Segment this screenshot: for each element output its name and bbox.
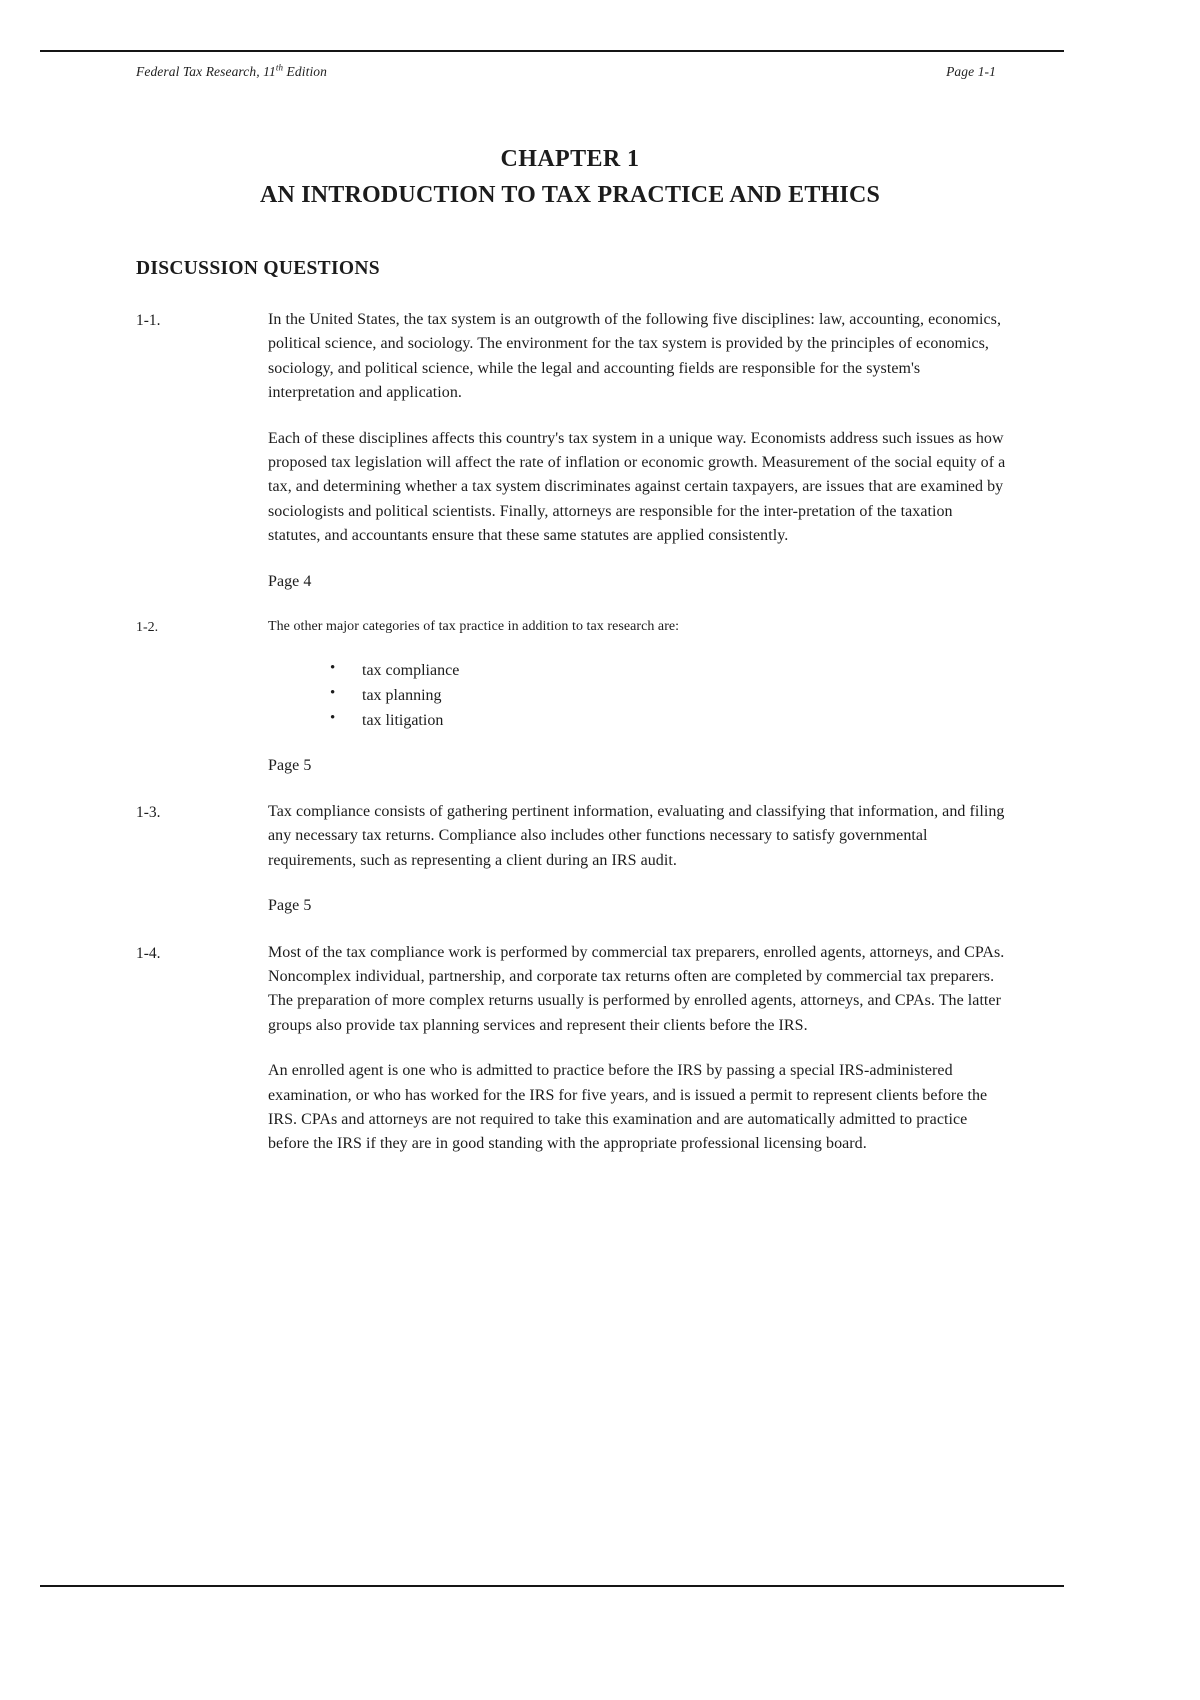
bullet-icon: •	[330, 710, 336, 727]
header-divider-rule	[40, 50, 1064, 52]
list-item-label: tax compliance	[362, 661, 460, 679]
question-item	[136, 616, 1008, 778]
question-number: 1-2.	[136, 619, 159, 635]
list-item	[330, 683, 1008, 708]
question-item	[136, 941, 1008, 1157]
question-item	[136, 308, 1008, 594]
answer-bullet-list	[268, 658, 1008, 734]
question-number: 1-4.	[136, 944, 161, 962]
page-reference: Page 5	[268, 897, 312, 915]
page-reference: Page 4	[268, 572, 312, 590]
list-item	[330, 658, 1008, 683]
bullet-icon: •	[330, 659, 336, 676]
list-item-label: tax litigation	[362, 712, 444, 730]
discussion-questions-list	[136, 308, 1008, 1179]
answer-paragraph: Each of these disciplines affects this country's tax system in a unique way. Economists address such issues as how proposed tax legislation will affect the rate of inflation or economic growth. Measurement of the social equity of a tax, and determining whether a tax system discriminates against certain taxpayers, are issues that are examined by sociologists and political scientists. Finally, attorneys are responsible for the inter-pretation of the taxation statutes, and accountants ensure that these same statutes are applied consistently.	[268, 429, 1006, 545]
book-title-ordinal-suffix: th	[275, 62, 284, 73]
running-header	[136, 64, 996, 80]
question-body	[268, 941, 1008, 1157]
answer-paragraph: The other major categories of tax practice in addition to tax research are:	[268, 618, 680, 634]
answer-paragraph: An enrolled agent is one who is admitted to practice before the IRS by passing a special IRS-administered examination, or who has worked for the IRS for five years, and is issued a permit to represent clients before the IRS. CPAs and attorneys are not required to take this examination and are automatically admitted to practice before the IRS if they are in good standing with the appropriate professional licensing board.	[268, 1062, 988, 1153]
page-reference: Page 5	[268, 756, 312, 774]
bullet-icon: •	[330, 685, 336, 702]
question-body	[268, 616, 1008, 778]
page-title: AN INTRODUCTION TO TAX PRACTICE AND ETHICS	[259, 182, 881, 209]
answer-paragraph: In the United States, the tax system is an outgrowth of the following five disciplines: law, accounting, economics, political science, and sociology. The environment for the tax system is provided by the principles of economics, sociology, and political science, while the legal and accounting fields are responsible for the system's interpretation and application.	[268, 311, 1002, 402]
footer-divider-rule	[40, 1585, 1064, 1587]
list-item	[330, 708, 1008, 733]
question-item	[136, 800, 1008, 919]
question-body	[268, 800, 1008, 919]
chapter-heading-block	[120, 144, 1020, 210]
book-title	[136, 64, 327, 80]
question-number: 1-3.	[136, 804, 161, 822]
list-item-label: tax planning	[362, 687, 442, 705]
header-page-number: Page 1-1	[946, 64, 996, 79]
book-title-prefix: Federal Tax Research, 11	[136, 64, 276, 79]
chapter-number: CHAPTER 1	[500, 146, 640, 172]
question-body	[268, 308, 1008, 594]
book-title-suffix: Edition	[283, 64, 328, 79]
answer-paragraph: Most of the tax compliance work is performed by commercial tax preparers, enrolled agents, attorneys, and CPAs. Noncomplex individual, partnership, and corporate tax returns often are completed by commercial tax preparers. The preparation of more complex returns usually is performed by enrolled agents, attorneys, and CPAs. The latter groups also provide tax planning services and represent their clients before the IRS.	[268, 943, 1005, 1034]
answer-paragraph: Tax compliance consists of gathering pertinent information, evaluating and classifying that information, and filing any necessary tax returns. Compliance also includes other functions necessary to satisfy governmental requirements, such as representing a client during an IRS audit.	[268, 803, 1005, 869]
question-number: 1-1.	[136, 312, 161, 329]
section-heading-discussion-questions: DISCUSSION QUESTIONS	[136, 258, 380, 279]
